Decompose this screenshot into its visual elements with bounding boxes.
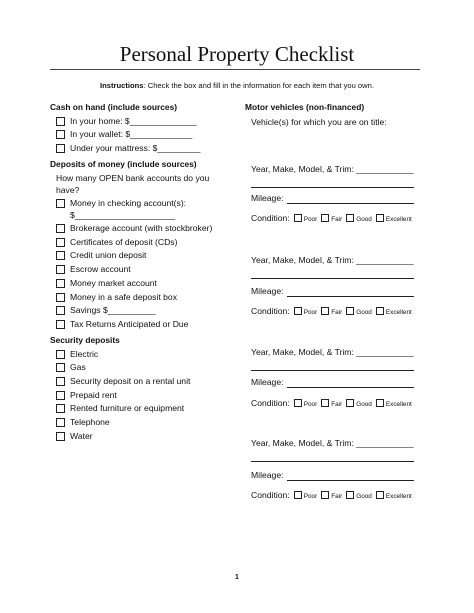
security-item: Electric xyxy=(70,349,99,359)
credit-union-checkbox[interactable] xyxy=(56,251,65,260)
condition-good-checkbox[interactable] xyxy=(346,307,354,315)
open-accounts-question-cont: have? xyxy=(56,185,80,195)
condition-option: Fair xyxy=(331,401,343,408)
condition-option: Good xyxy=(356,309,372,316)
condition-excellent-checkbox[interactable] xyxy=(376,491,384,499)
cash-mattress-label: Under your mattress: $_________ xyxy=(70,143,201,153)
deposit-item: Credit union deposit xyxy=(70,250,147,260)
vehicle-ymm-label: Year, Make, Model, & Trim: ____________ xyxy=(251,255,414,265)
deposit-item: Money market account xyxy=(70,278,157,288)
vehicle-mileage-line[interactable] xyxy=(287,296,414,297)
condition-option: Poor xyxy=(303,493,318,500)
page-number: 1 xyxy=(235,574,239,581)
open-accounts-question: How many OPEN bank accounts do you xyxy=(56,173,210,183)
brokerage-checkbox[interactable] xyxy=(56,224,65,233)
page-title: Personal Property Checklist xyxy=(119,42,355,66)
vehicle-ymm-line[interactable] xyxy=(251,187,414,188)
vehicle-ymm-line[interactable] xyxy=(251,278,414,279)
electric-checkbox[interactable] xyxy=(56,350,65,359)
instructions-text: : Check the box and fill in the information for each item that you own. xyxy=(143,81,374,90)
instructions-label: Instructions xyxy=(100,81,144,90)
condition-fair-checkbox[interactable] xyxy=(321,399,329,407)
instructions xyxy=(0,81,474,90)
vehicle-ymm-line[interactable] xyxy=(251,461,414,462)
condition-option: Poor xyxy=(303,309,318,316)
vehicle-ymm-label: Year, Make, Model, & Trim: ____________ xyxy=(251,347,414,357)
vehicle-condition-label: Condition: xyxy=(251,398,290,408)
condition-fair-checkbox[interactable] xyxy=(321,491,329,499)
vehicle-mileage-line[interactable] xyxy=(287,480,414,481)
condition-option: Fair xyxy=(331,493,343,500)
vehicle-condition-label: Condition: xyxy=(251,213,290,223)
condition-option: Poor xyxy=(303,401,318,408)
checking-label: Money in checking account(s): xyxy=(70,198,187,208)
condition-option: Fair xyxy=(331,216,343,223)
condition-option: Excellent xyxy=(385,216,412,223)
vehicles-heading: Motor vehicles (non-financed) xyxy=(245,102,365,112)
rented-furniture-checkbox[interactable] xyxy=(56,404,65,413)
vehicle-mileage-label: Mileage: xyxy=(251,377,284,387)
vehicle-condition-label: Condition: xyxy=(251,306,290,316)
condition-poor-checkbox[interactable] xyxy=(294,491,302,499)
condition-option: Good xyxy=(356,401,372,408)
cash-home-checkbox[interactable] xyxy=(56,117,65,126)
condition-good-checkbox[interactable] xyxy=(346,491,354,499)
condition-good-checkbox[interactable] xyxy=(346,214,354,222)
security-item: Water xyxy=(70,431,93,441)
deposit-item: Brokerage account (with stockbroker) xyxy=(70,223,213,233)
vehicle-mileage-line[interactable] xyxy=(287,203,414,204)
vehicle-ymm-label: Year, Make, Model, & Trim: ____________ xyxy=(251,438,414,448)
security-item: Prepaid rent xyxy=(70,390,117,400)
vehicle-condition-row xyxy=(251,485,412,503)
condition-option: Poor xyxy=(303,216,318,223)
condition-fair-checkbox[interactable] xyxy=(321,307,329,315)
vehicle-condition-row xyxy=(251,301,412,319)
security-item: Rented furniture or equipment xyxy=(70,403,185,413)
cash-mattress-checkbox[interactable] xyxy=(56,144,65,153)
cds-checkbox[interactable] xyxy=(56,238,65,247)
security-item: Security deposit on a rental unit xyxy=(70,376,191,386)
condition-poor-checkbox[interactable] xyxy=(294,214,302,222)
condition-option: Excellent xyxy=(385,493,412,500)
condition-option: Good xyxy=(356,216,372,223)
condition-poor-checkbox[interactable] xyxy=(294,307,302,315)
condition-excellent-checkbox[interactable] xyxy=(376,399,384,407)
cash-home-label: In your home: $______________ xyxy=(70,116,197,126)
condition-good-checkbox[interactable] xyxy=(346,399,354,407)
deposit-item: Savings $__________ xyxy=(70,305,156,315)
water-checkbox[interactable] xyxy=(56,432,65,441)
cash-heading: Cash on hand (include sources) xyxy=(50,102,178,112)
cash-wallet-checkbox[interactable] xyxy=(56,130,65,139)
deposit-item: Escrow account xyxy=(70,264,131,274)
condition-option: Fair xyxy=(331,309,343,316)
money-market-checkbox[interactable] xyxy=(56,279,65,288)
tax-returns-checkbox[interactable] xyxy=(56,320,65,329)
condition-poor-checkbox[interactable] xyxy=(294,399,302,407)
condition-option: Good xyxy=(356,493,372,500)
condition-excellent-checkbox[interactable] xyxy=(376,307,384,315)
condition-option: Excellent xyxy=(385,309,412,316)
savings-checkbox[interactable] xyxy=(56,306,65,315)
rental-deposit-checkbox[interactable] xyxy=(56,377,65,386)
condition-excellent-checkbox[interactable] xyxy=(376,214,384,222)
prepaid-rent-checkbox[interactable] xyxy=(56,391,65,400)
vehicle-condition-row xyxy=(251,393,412,411)
security-heading: Security deposits xyxy=(50,335,120,345)
gas-checkbox[interactable] xyxy=(56,363,65,372)
condition-fair-checkbox[interactable] xyxy=(321,214,329,222)
checking-amount: $_____________________ xyxy=(70,210,176,220)
vehicle-ymm-line[interactable] xyxy=(251,370,414,371)
checking-checkbox[interactable] xyxy=(56,199,65,208)
vehicle-mileage-label: Mileage: xyxy=(251,286,284,296)
deposit-item: Tax Returns Anticipated or Due xyxy=(70,319,189,329)
title-divider xyxy=(50,69,420,70)
vehicle-condition-label: Condition: xyxy=(251,490,290,500)
vehicle-mileage-line[interactable] xyxy=(287,387,414,388)
security-item: Telephone xyxy=(70,417,110,427)
vehicle-condition-row xyxy=(251,208,412,226)
vehicle-mileage-label: Mileage: xyxy=(251,470,284,480)
deposit-item: Money in a safe deposit box xyxy=(70,292,178,302)
security-item: Gas xyxy=(70,362,86,372)
telephone-checkbox[interactable] xyxy=(56,418,65,427)
deposits-heading: Deposits of money (include sources) xyxy=(50,159,197,169)
safe-deposit-checkbox[interactable] xyxy=(56,293,65,302)
escrow-checkbox[interactable] xyxy=(56,265,65,274)
condition-option: Excellent xyxy=(385,401,412,408)
vehicle-mileage-label: Mileage: xyxy=(251,193,284,203)
deposit-item: Certificates of deposit (CDs) xyxy=(70,237,178,247)
vehicles-subheading: Vehicle(s) for which you are on title: xyxy=(251,117,387,127)
vehicle-ymm-label: Year, Make, Model, & Trim: ____________ xyxy=(251,164,414,174)
cash-wallet-label: In your wallet: $_____________ xyxy=(70,129,193,139)
